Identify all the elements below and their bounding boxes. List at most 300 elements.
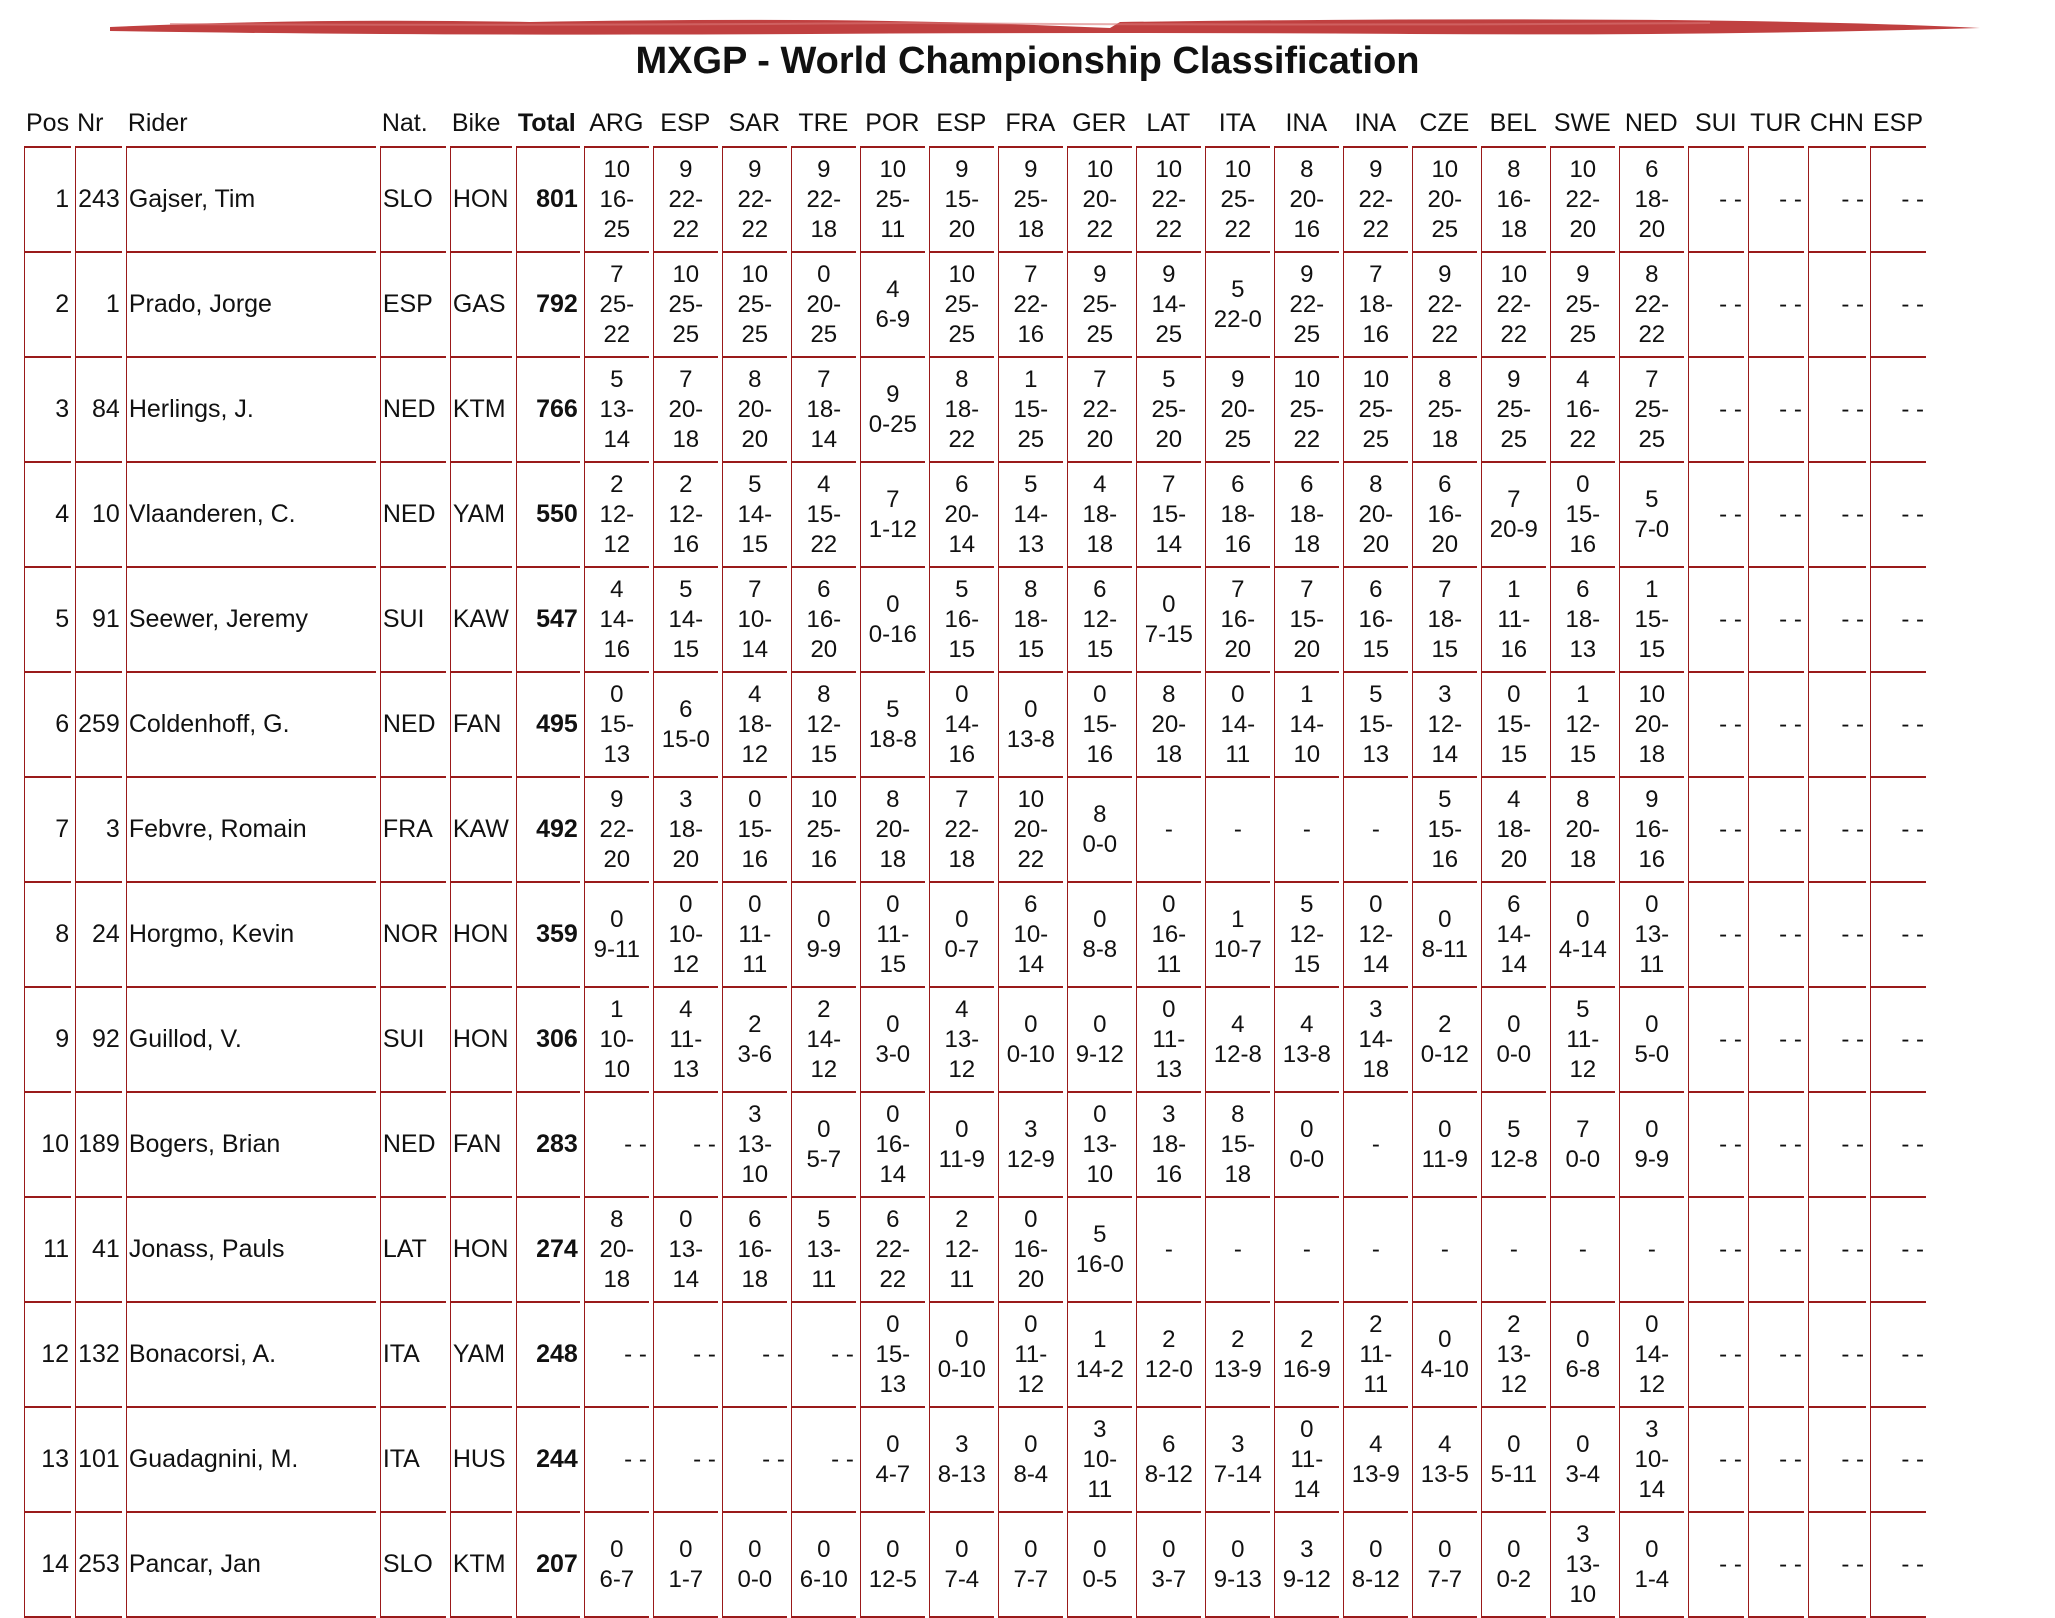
cell-gp-result [584, 673, 649, 778]
result-line: 14 [810, 425, 838, 453]
result-line: 8-12 [1351, 1565, 1400, 1593]
result-line: 3-6 [737, 1040, 773, 1068]
result-line: 0 [1024, 695, 1038, 723]
cell-gp-result [1274, 1513, 1339, 1618]
cell-gp-result [1870, 1408, 1926, 1513]
result-line: 20 [1500, 845, 1528, 873]
result-line: 7 [1438, 575, 1452, 603]
result-line: 2 [679, 470, 693, 498]
result-line: 12 [948, 1055, 976, 1083]
result-line: 18-8 [868, 725, 917, 753]
result-line: - - [1841, 815, 1864, 843]
result-line: 0 [817, 905, 831, 933]
result-line: 0 [955, 905, 969, 933]
cell-total: 766 [516, 358, 580, 463]
result-line: 3 [1162, 1100, 1176, 1128]
result-line: 16- [1427, 500, 1463, 528]
result-line: 12 [810, 1055, 838, 1083]
cell-gp-result [1067, 1303, 1132, 1408]
header-gp: INA [1343, 92, 1408, 148]
cell-gp-result [1808, 253, 1866, 358]
result-line: 9 [679, 155, 693, 183]
cell-gp-result [929, 1408, 994, 1513]
result-line: 20 [1086, 425, 1114, 453]
cell-gp-result [929, 1303, 994, 1408]
cell-gp-result [722, 568, 787, 673]
result-line: 6-8 [1565, 1355, 1601, 1383]
result-line: 0 [1369, 890, 1383, 918]
cell-rider: Coldenhoff, G. [126, 673, 376, 778]
cell-gp-result [998, 148, 1063, 253]
result-line: 7-15 [1144, 620, 1193, 648]
cell-gp-result [1205, 1513, 1270, 1618]
cell-gp-result [1688, 1513, 1744, 1618]
result-line: 10 [603, 1055, 631, 1083]
result-line: 14- [1358, 1025, 1394, 1053]
cell-gp-result [998, 778, 1063, 883]
result-line: 11- [669, 1025, 703, 1053]
result-line: 15 [1569, 740, 1597, 768]
result-line: 0 [1093, 1010, 1107, 1038]
result-line: 9-13 [1213, 1565, 1262, 1593]
result-line: 13-5 [1420, 1460, 1469, 1488]
cell-gp-result [791, 1513, 856, 1618]
cell-nr: 1 [75, 253, 122, 358]
result-line: 8 [1093, 800, 1107, 828]
result-line: 7 [1369, 260, 1383, 288]
result-line: 25 [672, 320, 700, 348]
cell-gp-result [1550, 568, 1615, 673]
result-line: 14 [1500, 950, 1528, 978]
result-line: 20- [944, 500, 980, 528]
result-line: 16- [737, 1235, 773, 1263]
result-line: - [1578, 1235, 1587, 1263]
cell-gp-result [653, 1198, 718, 1303]
result-line: 15- [1220, 1130, 1256, 1158]
result-line: 2 [1162, 1325, 1176, 1353]
cell-gp-result [1205, 988, 1270, 1093]
result-line: 6-10 [799, 1565, 848, 1593]
result-line: 11- [738, 920, 772, 948]
result-line: - - [831, 1340, 854, 1368]
result-line: 4 [610, 575, 624, 603]
result-line: 0 [1300, 1115, 1314, 1143]
result-line: 0 [1300, 1415, 1314, 1443]
cell-gp-result [998, 1513, 1063, 1618]
result-line: 16- [1496, 185, 1532, 213]
cell-gp-result [722, 778, 787, 883]
result-line: 22 [1155, 215, 1183, 243]
result-line: 6 [1645, 155, 1659, 183]
cell-gp-result [1274, 463, 1339, 568]
result-line: 5 [1024, 470, 1038, 498]
cell-gp-result [584, 568, 649, 673]
result-line: 18 [948, 845, 976, 873]
cell-gp-result [653, 148, 718, 253]
result-line: 10 [1086, 1160, 1114, 1188]
cell-gp-result [1205, 1408, 1270, 1513]
result-line: 18 [1638, 740, 1666, 768]
result-line: 10- [1013, 920, 1049, 948]
result-line: 20- [668, 395, 704, 423]
result-line: 10- [1082, 1445, 1118, 1473]
result-line: - - [1719, 1340, 1742, 1368]
result-line: 0 [886, 590, 900, 618]
cell-gp-result [1343, 358, 1408, 463]
cell-gp-result [1808, 1198, 1866, 1303]
cell-gp-result [653, 778, 718, 883]
result-line: 20 [810, 635, 838, 663]
result-line: 10 [1362, 365, 1390, 393]
result-line: 14 [1155, 530, 1183, 558]
result-line: 15 [879, 950, 907, 978]
result-line: 18 [1569, 845, 1597, 873]
result-line: 9 [1507, 365, 1521, 393]
result-line: 25- [599, 290, 635, 318]
cell-nr: 24 [75, 883, 122, 988]
result-line: 11 [949, 1265, 975, 1293]
result-line: 0 [679, 1205, 693, 1233]
result-line: 7-7 [1013, 1565, 1049, 1593]
result-line: 13 [1155, 1055, 1183, 1083]
result-line: 9-12 [1282, 1565, 1331, 1593]
cell-gp-result [722, 358, 787, 463]
cell-gp-result [722, 1408, 787, 1513]
result-line: 11 [1087, 1475, 1113, 1503]
cell-gp-result [1808, 1408, 1866, 1513]
result-line: 0 [817, 1115, 831, 1143]
result-line: 0-16 [868, 620, 917, 648]
result-line: 25- [806, 815, 842, 843]
result-line: 12-8 [1489, 1145, 1538, 1173]
cell-gp-result [1067, 358, 1132, 463]
result-line: 6 [1300, 470, 1314, 498]
table-row [24, 1303, 1926, 1408]
result-line: 2 [1507, 1310, 1521, 1338]
cell-pos: 12 [24, 1303, 71, 1408]
cell-gp-result [791, 1303, 856, 1408]
cell-gp-result [929, 358, 994, 463]
result-line: 11 [742, 950, 768, 978]
result-line: 16 [1638, 845, 1666, 873]
result-line: - - [1719, 605, 1742, 633]
cell-gp-result [1412, 673, 1477, 778]
result-line: 16-0 [1075, 1250, 1124, 1278]
result-line: - - [831, 1445, 854, 1473]
cell-rider: Gajser, Tim [126, 148, 376, 253]
result-line: 7 [1507, 485, 1521, 513]
cell-bike: KAW [450, 778, 512, 883]
result-line: - - [762, 1445, 785, 1473]
result-line: 8 [1645, 260, 1659, 288]
result-line: 15 [948, 635, 976, 663]
result-line: 15 [1086, 635, 1114, 663]
cell-gp-result [929, 148, 994, 253]
result-line: 25 [1086, 320, 1114, 348]
cell-rider: Prado, Jorge [126, 253, 376, 358]
cell-gp-result [1870, 673, 1926, 778]
result-line: 11 [1639, 950, 1665, 978]
result-line: 1 [1507, 575, 1521, 603]
result-line: 14- [1013, 500, 1049, 528]
cell-rider: Pancar, Jan [126, 1513, 376, 1618]
cell-gp-result [1274, 1408, 1339, 1513]
result-line: 16 [1362, 320, 1390, 348]
result-line: 10 [1293, 740, 1321, 768]
cell-gp-result [1550, 673, 1615, 778]
result-line: 2 [1231, 1325, 1245, 1353]
result-line: 13- [1496, 1340, 1532, 1368]
cell-gp-result [653, 1093, 718, 1198]
result-line: 22 [603, 320, 631, 348]
result-line: 0-5 [1082, 1565, 1118, 1593]
result-line: - - [1901, 920, 1924, 948]
result-line: 7 [1231, 575, 1245, 603]
cell-gp-result [653, 1303, 718, 1408]
cell-gp-result [1619, 883, 1684, 988]
result-line: 4 [1576, 365, 1590, 393]
cell-gp-result [1870, 1513, 1926, 1618]
cell-gp-result [1688, 253, 1744, 358]
result-line: - - [1901, 185, 1924, 213]
cell-gp-result [1619, 1093, 1684, 1198]
cell-bike: HON [450, 148, 512, 253]
result-line: 11 [1156, 950, 1182, 978]
cell-gp-result [653, 358, 718, 463]
cell-gp-result [1808, 568, 1866, 673]
result-line: - - [1841, 1235, 1864, 1263]
cell-gp-result [1481, 358, 1546, 463]
result-line: 8 [1576, 785, 1590, 813]
result-line: 11 [1225, 740, 1251, 768]
cell-rider: Vlaanderen, C. [126, 463, 376, 568]
result-line: 18- [1289, 500, 1325, 528]
header-gp: TRE [791, 92, 856, 148]
result-line: 15- [1082, 710, 1118, 738]
cell-nat: FRA [380, 778, 446, 883]
result-line: 22 [1086, 215, 1114, 243]
result-line: 1 [1231, 905, 1245, 933]
table-row [24, 1093, 1926, 1198]
result-line: 25- [1151, 395, 1187, 423]
cell-pos: 5 [24, 568, 71, 673]
result-line: 0 [748, 890, 762, 918]
cell-gp-result [584, 358, 649, 463]
cell-bike: FAN [450, 1093, 512, 1198]
result-line: 20- [1151, 710, 1187, 738]
cell-gp-result [791, 883, 856, 988]
header-gp: GER [1067, 92, 1132, 148]
result-line: 10- [668, 920, 704, 948]
result-line: - - [1719, 1235, 1742, 1263]
result-line: 14 [1362, 950, 1390, 978]
result-line: 12-8 [1213, 1040, 1262, 1068]
result-line: 3-4 [1565, 1460, 1601, 1488]
result-line: 6 [1093, 575, 1107, 603]
result-line: 25- [1427, 395, 1463, 423]
result-line: 22- [944, 815, 980, 843]
result-line: 9 [610, 785, 624, 813]
result-line: 18- [1565, 605, 1601, 633]
result-line: 22- [599, 815, 635, 843]
result-line: 7 [817, 365, 831, 393]
header-gp: ESP [653, 92, 718, 148]
cell-rider: Horgmo, Kevin [126, 883, 376, 988]
cell-gp-result [998, 358, 1063, 463]
cell-gp-result [1619, 1408, 1684, 1513]
cell-gp-result [584, 1198, 649, 1303]
result-line: 18- [1358, 290, 1394, 318]
result-line: 25 [1638, 425, 1666, 453]
result-line: 1 [1093, 1325, 1107, 1353]
result-line: 9 [1369, 155, 1383, 183]
result-line: 4 [1231, 1010, 1245, 1038]
cell-gp-result [1748, 778, 1804, 883]
result-line: 9 [1231, 365, 1245, 393]
result-line: 25- [944, 290, 980, 318]
cell-gp-result [1412, 883, 1477, 988]
result-line: 22- [1634, 290, 1670, 318]
result-line: 9 [1300, 260, 1314, 288]
result-line: 14 [1293, 1475, 1321, 1503]
result-line: 20- [737, 395, 773, 423]
result-line: - - [1841, 1025, 1864, 1053]
result-line: 12 [1500, 1370, 1528, 1398]
result-line: 0-12 [1420, 1040, 1469, 1068]
cell-gp-result [1748, 463, 1804, 568]
result-line: 18- [1427, 605, 1463, 633]
cell-gp-result [1481, 1408, 1546, 1513]
result-line: - [1164, 815, 1173, 843]
cell-pos: 6 [24, 673, 71, 778]
cell-gp-result [1067, 673, 1132, 778]
result-line: 0 [886, 1010, 900, 1038]
cell-gp-result [998, 988, 1063, 1093]
cell-gp-result [1481, 253, 1546, 358]
result-line: 4 [1507, 785, 1521, 813]
result-line: - - [1779, 1025, 1802, 1053]
result-line: 8 [1024, 575, 1038, 603]
cell-gp-result [1870, 463, 1926, 568]
result-line: 20 [948, 215, 976, 243]
cell-gp-result [1412, 358, 1477, 463]
cell-gp-result [929, 1198, 994, 1303]
header-gp: FRA [998, 92, 1063, 148]
result-line: - - [1779, 1445, 1802, 1473]
result-line: 15- [944, 185, 980, 213]
cell-gp-result [791, 988, 856, 1093]
cell-gp-result [1870, 148, 1926, 253]
result-line: 0 [1507, 1430, 1521, 1458]
cell-bike: YAM [450, 1303, 512, 1408]
table-row [24, 463, 1926, 568]
result-line: 18 [1017, 215, 1045, 243]
header-gp: INA [1274, 92, 1339, 148]
result-line: 10 [1017, 785, 1045, 813]
result-line: - - [1901, 395, 1924, 423]
cell-gp-result [1688, 358, 1744, 463]
result-line: 15 [1638, 635, 1666, 663]
cell-gp-result [722, 148, 787, 253]
result-line: 5 [1576, 995, 1590, 1023]
cell-gp-result [1205, 1303, 1270, 1408]
cell-gp-result [1748, 1408, 1804, 1513]
result-line: 12- [1565, 710, 1601, 738]
table-row [24, 253, 1926, 358]
cell-gp-result [1481, 568, 1546, 673]
result-line: 10 [741, 1160, 769, 1188]
cell-gp-result [722, 253, 787, 358]
cell-gp-result [653, 1408, 718, 1513]
cell-gp-result [1274, 358, 1339, 463]
result-line: 12-5 [868, 1565, 917, 1593]
cell-nat: SUI [380, 568, 446, 673]
cell-gp-result [1481, 463, 1546, 568]
cell-gp-result [791, 673, 856, 778]
cell-gp-result [1136, 358, 1201, 463]
result-line: 12- [1358, 920, 1394, 948]
result-line: 0 [1576, 470, 1590, 498]
result-line: 10 [1431, 155, 1459, 183]
cell-gp-result [1274, 778, 1339, 883]
result-line: 0 [1438, 1325, 1452, 1353]
result-line: 6-9 [875, 305, 911, 333]
result-line: 25 [1017, 425, 1045, 453]
result-line: 13-9 [1351, 1460, 1400, 1488]
result-line: 18- [668, 815, 704, 843]
result-line: - - [1841, 185, 1864, 213]
cell-gp-result [653, 988, 718, 1093]
result-line: 4 [955, 995, 969, 1023]
cell-gp-result [1343, 1093, 1408, 1198]
result-line: 0 [1507, 1535, 1521, 1563]
result-line: 10 [1086, 155, 1114, 183]
result-line: 22- [1427, 290, 1463, 318]
cell-gp-result [1688, 1198, 1744, 1303]
cell-total: 359 [516, 883, 580, 988]
result-line: 25 [1155, 320, 1183, 348]
result-line: - - [1841, 500, 1864, 528]
result-line: - [1233, 1235, 1242, 1263]
result-line: 6 [748, 1205, 762, 1233]
cell-gp-result [1067, 463, 1132, 568]
cell-gp-result [1067, 1093, 1132, 1198]
cell-nr: 92 [75, 988, 122, 1093]
result-line: 16- [944, 605, 980, 633]
cell-gp-result [860, 463, 925, 568]
result-line: 4-10 [1420, 1355, 1469, 1383]
header-row [24, 92, 1926, 148]
cell-gp-result [1136, 1408, 1201, 1513]
cell-nat: SUI [380, 988, 446, 1093]
cell-rider: Herlings, J. [126, 358, 376, 463]
result-line: 16 [1224, 530, 1252, 558]
cell-gp-result [1688, 1303, 1744, 1408]
result-line: 1-7 [668, 1565, 704, 1593]
cell-gp-result [1412, 1408, 1477, 1513]
cell-gp-result [1136, 883, 1201, 988]
cell-gp-result [860, 358, 925, 463]
cell-gp-result [1688, 988, 1744, 1093]
header-gp: POR [860, 92, 925, 148]
cell-gp-result [1481, 883, 1546, 988]
result-line: - - [1841, 1550, 1864, 1578]
cell-nr: 41 [75, 1198, 122, 1303]
cell-gp-result [998, 883, 1063, 988]
result-line: 9 [1093, 260, 1107, 288]
result-line: 0-10 [1006, 1040, 1055, 1068]
cell-gp-result [1688, 883, 1744, 988]
